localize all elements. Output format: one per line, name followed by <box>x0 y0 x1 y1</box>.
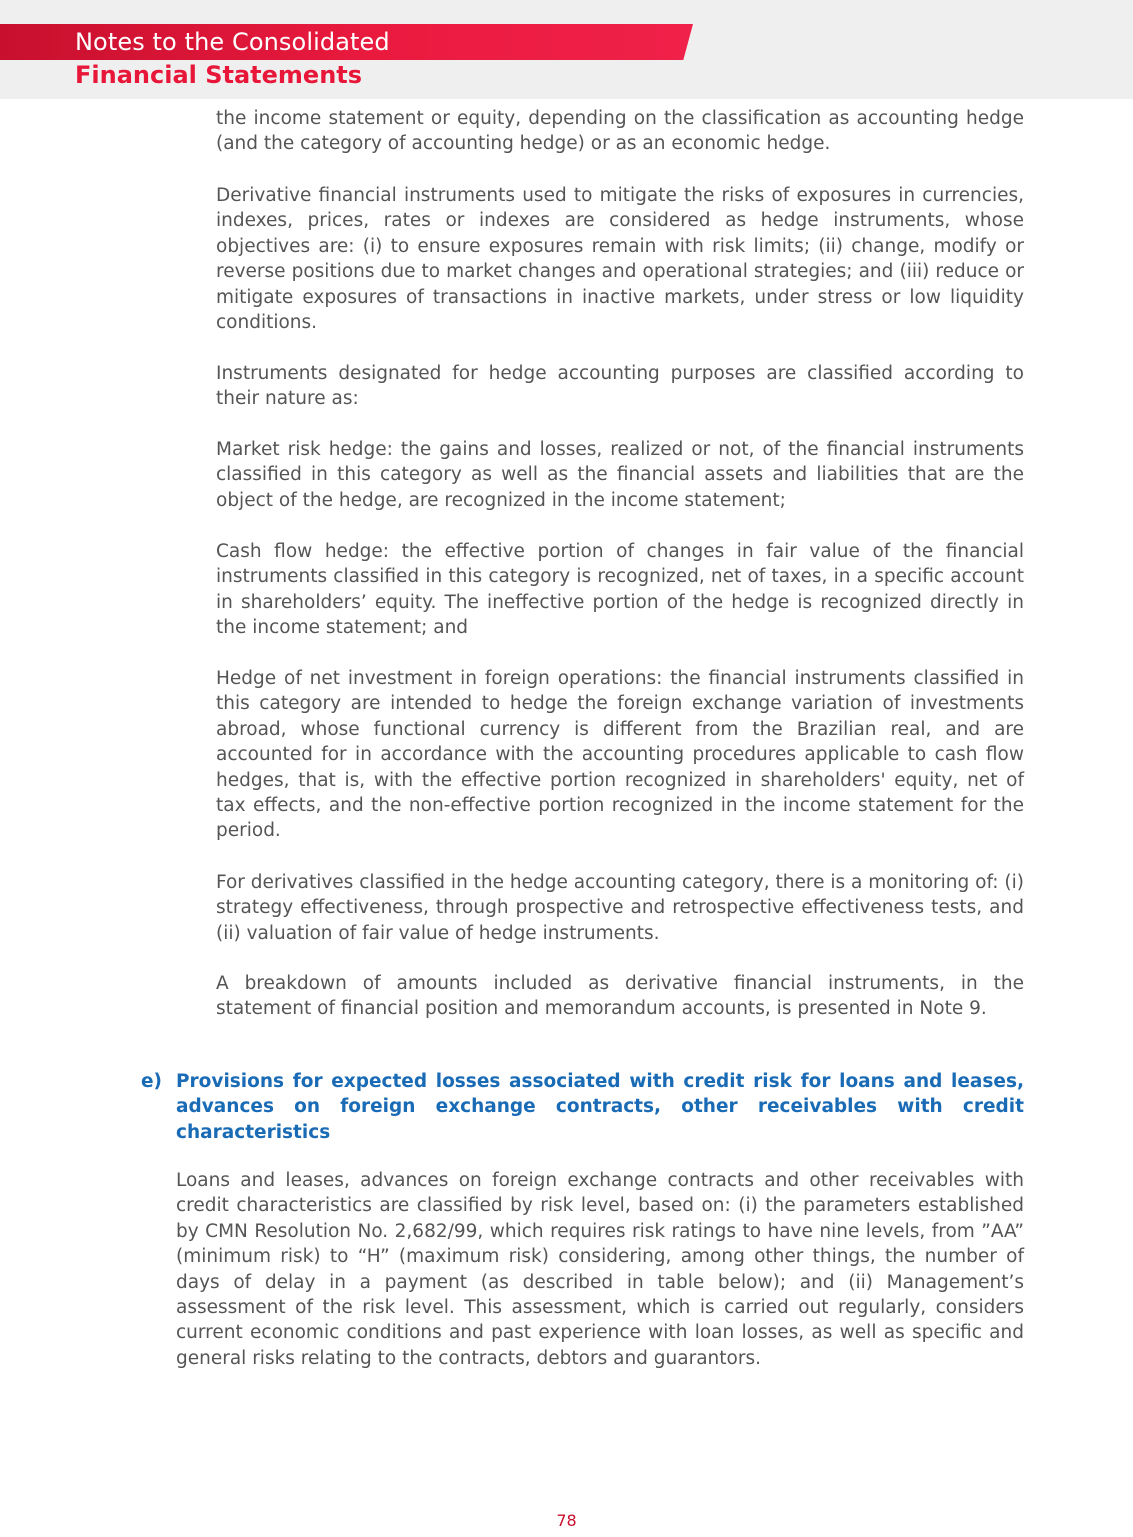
header-band <box>0 0 1133 99</box>
section-e-heading-text: Provisions for expected losses associated with credit risk for loans and leases, advances on foreign exchange contracts, other receivables with credit characteristics <box>176 1071 1024 1143</box>
section-e-body: Loans and leases, advances on foreign exchange contracts and other receivables with credit characteristics are classified by risk level, based on: (i) the parameters established by CMN Resolution No. 2,682/99, which requires risk ratings to have nine levels, from ”AA” (minimum risk) to “H” (maximum risk) considering, among other things, the number of days of delay in a payment (as described in table below); and (ii) Management’s assessment of the risk level. This assessment, which is carried out regularly, considers current economic conditions and past experience with loan losses, as well as specific and general risks relating to the contracts, debtors and guarantors. <box>176 1170 1024 1369</box>
paragraph-hedge-monitoring: For derivatives classified in the hedge accounting category, there is a monitoring of: (i) strategy effectiveness, through prospective and retrospective effectiveness tests, and (ii) valuation of fair value of hedge instruments. <box>216 872 1024 944</box>
paragraph-hedge-designation: Instruments designated for hedge accounting purposes are classified according to their nature as: <box>216 363 1024 410</box>
header-subtitle: Financial Statements <box>75 61 363 89</box>
paragraph-derivative-breakdown: A breakdown of amounts included as derivative financial instruments, in the statement of financial position and memorandum accounts, is presented in Note 9. <box>216 973 1024 1020</box>
paragraph-hedge-classification: the income statement or equity, depending on the classification as accounting hedge (and the category of accounting hedge) or as an economic hedge. <box>216 108 1024 155</box>
header-title: Notes to the Consolidated <box>75 28 390 56</box>
section-e-heading <box>141 1069 1024 1145</box>
paragraph-market-risk-hedge: Market risk hedge: the gains and losses, realized or not, of the financial instruments classified in this category as well as the financial assets and liabilities that are the object of the hedge, are recognized in the income statement; <box>216 439 1024 511</box>
paragraph-derivative-objectives: Derivative financial instruments used to mitigate the risks of exposures in currencies, indexes, prices, rates or indexes are considered as hedge instruments, whose objectives are: (i) to ensure exposures remain with risk limits; (ii) change, modify or reverse positions due to market changes and operational strategies; and (iii) reduce or mitigate exposures of transactions in inactive markets, under stress or low liquidity conditions. <box>216 185 1024 334</box>
paragraph-cash-flow-hedge: Cash flow hedge: the effective portion of changes in fair value of the financial instruments classified in this category is recognized, net of taxes, in a specific account in shareholders’ equity. The ineffective portion of the hedge is recognized directly in the income statement; and <box>216 541 1024 639</box>
paragraph-net-investment-hedge: Hedge of net investment in foreign operations: the financial instruments classified in this category are intended to hedge the foreign exchange variation of investments abroad, whose functional currency is different from the Brazilian real, and are accounted for in accordance with the accounting procedures applicable to cash flow hedges, that is, with the effective portion recognized in shareholders' equity, net of tax effects, and the non-effective portion recognized in the income statement for the period. <box>216 668 1024 842</box>
section-e-letter: e) <box>141 1071 163 1092</box>
page-number: 78 <box>556 1511 577 1530</box>
